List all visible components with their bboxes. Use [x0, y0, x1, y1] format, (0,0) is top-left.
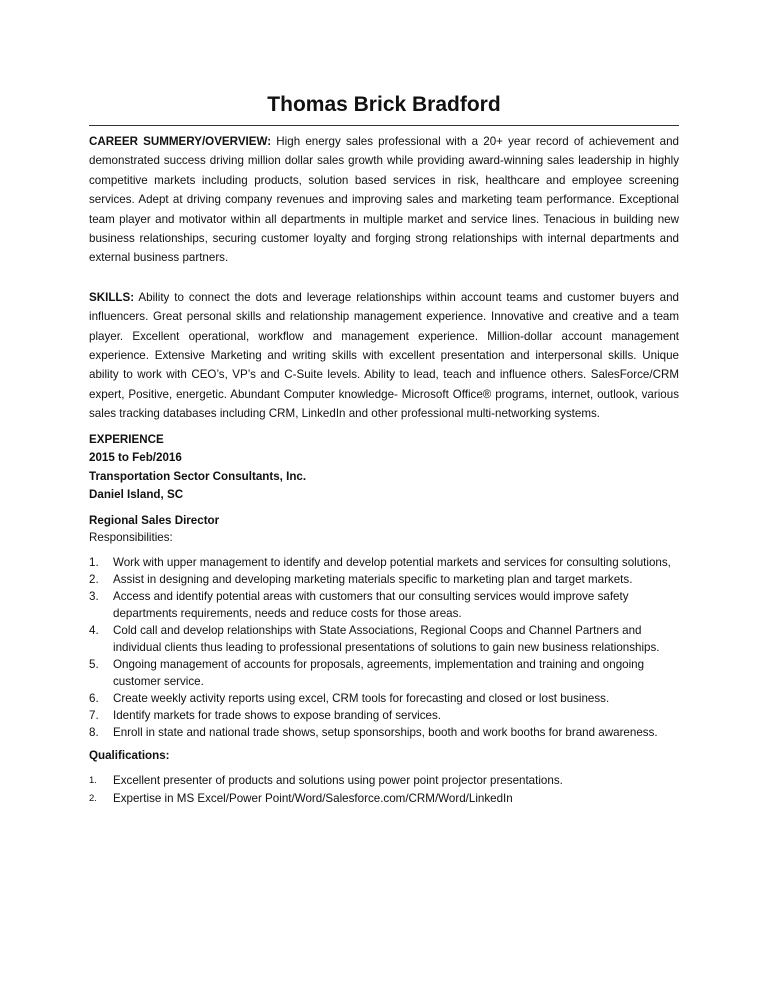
list-item: 8. Enroll in state and national trade shows, setup sponsorships, booth and work booths for brand awareness.: [89, 726, 658, 740]
list-item: 1. Work with upper management to identify and develop potential markets and services for consulting solutions,: [89, 556, 671, 570]
qualifications-list: [89, 772, 679, 807]
qualifications-heading: Qualifications:: [89, 749, 170, 763]
experience-dates: 2015 to Feb/2016: [89, 451, 182, 465]
title-divider: [89, 125, 679, 126]
career-summary: [89, 132, 679, 268]
list-item: 1. Excellent presenter of products and solutions using power point projector presentations.: [89, 774, 563, 788]
job-title: Regional Sales Director: [89, 513, 220, 527]
spacer: [89, 505, 679, 512]
summary-text: High energy sales professional with a 20+ year record of achievement and demonstrated success driving million dollar sales growth while providing award-winning sales leadership in highly competitive markets including products, solution based services in risk, healthcare and employee screening services. Adept at driving company revenues and improving sales and marketing team performance. Exceptional team player and motivator within all departments in multiple market and service lines. Tenacious in building new business relationships, securing customer loyalty and forging strong relationships with internal departments and external business partners.: [89, 135, 679, 265]
skills-label: SKILLS:: [89, 290, 135, 304]
list-item: 2. Expertise in MS Excel/Power Point/Word/Salesforce.com/CRM/Word/LinkedIn: [89, 791, 513, 805]
experience-heading: EXPERIENCE: [89, 432, 164, 446]
spacer: [89, 424, 679, 431]
skills-section: [89, 288, 679, 424]
list-item: 5. Ongoing management of accounts for proposals, agreements, implementation and training and ongoing customer service.: [89, 658, 645, 689]
candidate-name: Thomas Brick Bradford: [267, 93, 501, 116]
skills-text: Ability to connect the dots and leverage relationships within account teams and customer buyers and influencers. Great personal skills and relationship management experience. Innovative and creative and a team player. Excellent operational, workflow and management experience. Million-dollar account management experience. Extensive Marketing and writing skills with excellent presentation and interpersonal skills. Unique ability to work with CEO’s, VP’s and C-Suite levels. Ability to lead, teach and influence others. SalesForce/CRM expert, Positive, energetic. Abundant Computer knowledge- Microsoft Office® programs, internet, outlook, various sales tracking databases including CRM, LinkedIn and other professional multi-networking systems.: [89, 290, 679, 421]
spacer: [89, 268, 679, 288]
list-item: 7. Identify markets for trade shows to expose branding of services.: [89, 709, 442, 723]
list-item: 6. Create weekly activity reports using excel, CRM tools for forecasting and closed or lost business.: [89, 692, 610, 706]
list-item: 2. Assist in designing and developing marketing materials specific to marketing plan and target markets.: [89, 573, 633, 587]
responsibilities-label: Responsibilities:: [89, 530, 173, 544]
resume-page: [89, 90, 679, 807]
list-item: 4. Cold call and develop relationships with State Associations, Regional Coops and Channel Partners and individual clients thus leading to professional presentations of solutions to gain new business relationships.: [89, 624, 660, 655]
experience-location: Daniel Island, SC: [89, 488, 184, 502]
experience-company: Transportation Sector Consultants, Inc.: [89, 469, 307, 483]
summary-label: CAREER SUMMERY/OVERVIEW:: [89, 135, 272, 148]
list-item: 3. Access and identify potential areas with customers that our consulting services would improve safety departments requirements, needs and reduce costs for those areas.: [89, 590, 629, 621]
responsibilities-list: [89, 554, 679, 741]
